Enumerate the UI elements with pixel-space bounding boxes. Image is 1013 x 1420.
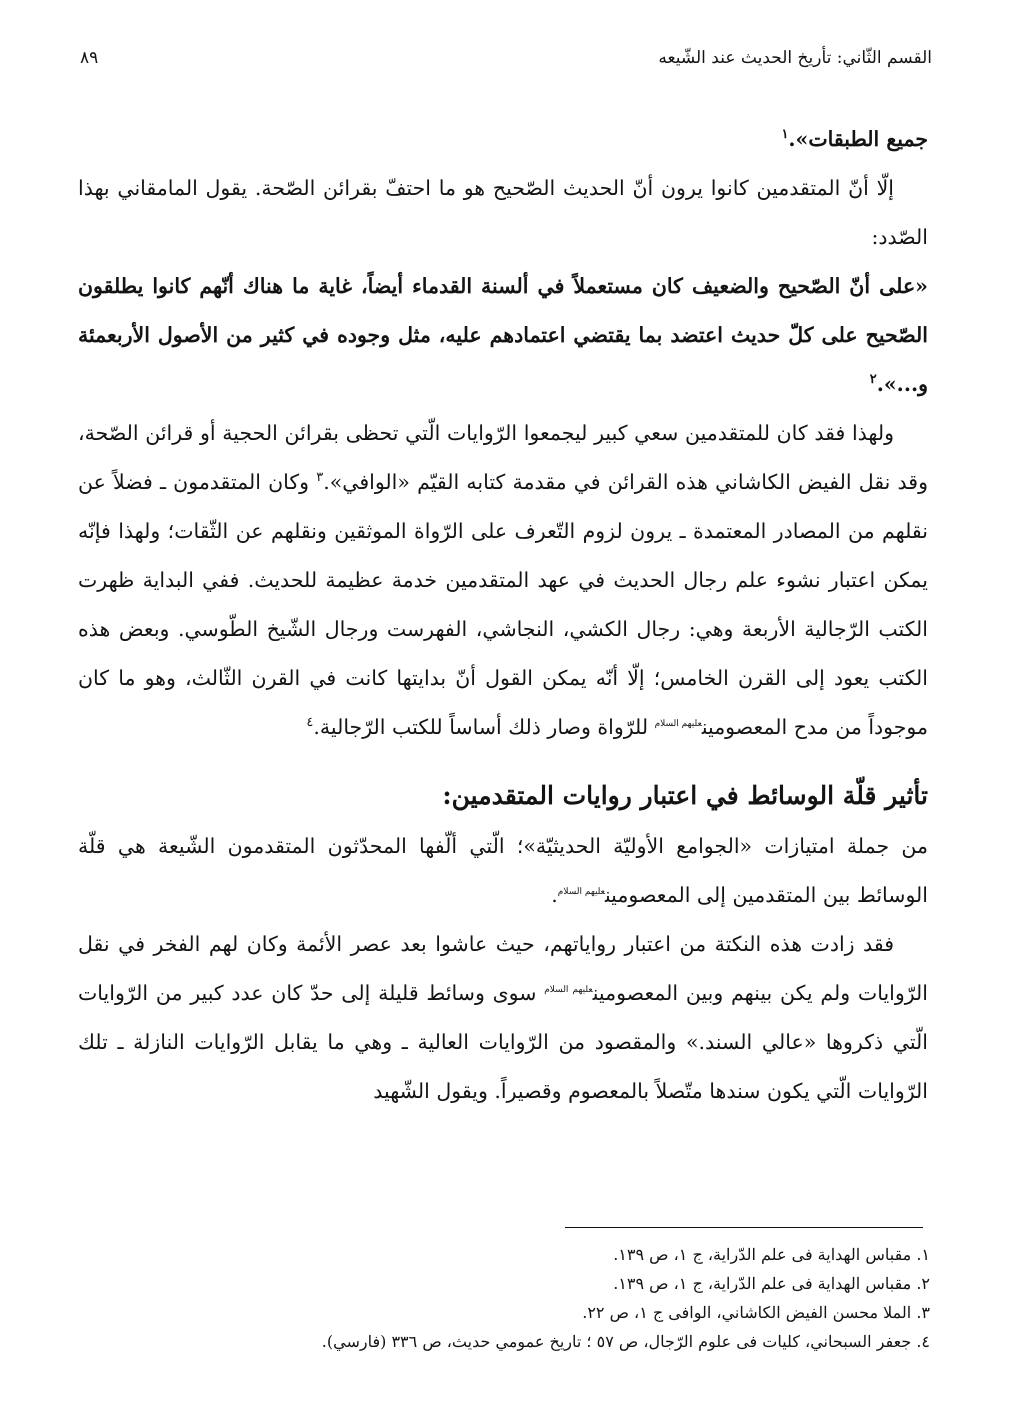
footnote: ٤. جعفر السبحاني، كليات فى علوم الرّجال، ص ٥٧ ؛ تاريخ عمومي حديث، ص ٣٣٦ (فارسي). bbox=[321, 1332, 930, 1351]
footnote: ١. مقباس الهداية فى علم الدّراية، ج ١، ص ١٣٩. bbox=[613, 1245, 930, 1264]
honorific-glyph: عليهم السلام bbox=[544, 985, 593, 996]
footnote-divider bbox=[565, 1227, 923, 1228]
paragraph-text: من جملة امتيازات «الجوامع الأوليّة الحديثيّة»؛ الّتي ألّفها المحدّثون المتقدمون الشّيعة هي قلّة الوسائط بين المتقدمين إلى المعصومين bbox=[78, 834, 928, 907]
paragraph-text: جميع الطبقات». bbox=[788, 127, 928, 151]
footnote-ref: ٢ bbox=[869, 372, 877, 388]
block-quote bbox=[78, 262, 928, 409]
paragraph-text: . bbox=[551, 883, 558, 907]
paragraph bbox=[78, 920, 928, 1116]
paragraph-text: سوى وسائط قليلة إلى حدّ كان عدد كبير من الرّوايات الّتي ذكروها «عالي السند.» والمقصود من الرّوايات العالية ـ وهي ما يقابل الرّوايات النازلة ـ تلك الرّوايات الّتي يكون سندها متّصلاً بالمعصوم وقصيراً. ويقول الشّهيد bbox=[78, 981, 928, 1103]
page-header bbox=[80, 44, 932, 78]
running-title: القسم الثّاني: تأريخ الحديث عند الشّيعه bbox=[658, 48, 932, 68]
footnotes bbox=[80, 1240, 930, 1356]
paragraph-text: للرّواة وصار ذلك أساساً للكتب الرّجالية. bbox=[313, 715, 655, 739]
section-heading: تأثير قلّة الوسائط في اعتبار روايات المتقدمين: bbox=[442, 781, 928, 810]
paragraph-text: ولهذا فقد كان للمتقدمين سعي كبير ليجمعوا الرّوايات الّتي تحظى بقرائن الحجية أو قرائن الصّحة، وقد نقل الفيض الكاشاني هذه القرائن في مقدمة كتابه القيّم «الوافي». bbox=[78, 421, 928, 494]
quote-text: «على أنّ الصّحيح والضعيف كان مستعملاً في ألسنة القدماء أيضاً، غاية ما هناك أنّهم كانوا يطلقون الصّحيح على كلّ حديث اعتضد بما يقتضي اعتمادهم عليه، مثل وجوده في كثير من الأصول الأربعمئة و...». bbox=[78, 274, 928, 396]
paragraph bbox=[78, 822, 928, 920]
paragraph-text: وكان المتقدمون ـ فضلاً عن نقلهم من المصادر المعتمدة ـ يرون لزوم التّعرف على الرّواة الموثقين ونقلهم عن الثّقات؛ ولهذا فإنّه يمكن اعتبار نشوء علم رجال الحديث في عهد المتقدمين خدمة عظيمة للحديث. ففي البداية ظهرت الكتب الرّجالية الأربعة وهي: رجال الكشي، النجاشي، الفهرست ورجال الشّيخ الطّوسي. وبعض هذه الكتب يعود إلى القرن الخامس؛ إلّا أنّه يمكن القول أنّ بدايتها كانت في القرن الثّالث، وهو ما كان موجوداً من مدح المعصومين bbox=[78, 470, 928, 739]
footnote-ref: ٣ bbox=[316, 470, 324, 486]
honorific-glyph: عليهم السلام bbox=[557, 887, 605, 898]
footnote: ٣. الملا محسن الفيض الكاشاني، الوافى ج ١، ص ٢٢. bbox=[582, 1303, 930, 1322]
paragraph-text: فقد زادت هذه النكتة من اعتبار رواياتهم، حيث عاشوا بعد عصر الأئمة وكان لهم الفخر في نقل الرّوايات ولم يكن بينهم وبين المعصومين bbox=[78, 932, 929, 1005]
paragraph-continuation bbox=[78, 115, 928, 164]
footnote: ٢. مقباس الهداية فى علم الدّراية، ج ١، ص ١٣٩. bbox=[613, 1274, 930, 1293]
honorific-glyph: عليهم السلام bbox=[654, 719, 702, 730]
paragraph bbox=[78, 409, 928, 752]
footnote-ref: ١ bbox=[781, 127, 789, 143]
footnote-ref: ٤ bbox=[306, 715, 314, 731]
body-text bbox=[78, 115, 928, 1116]
paragraph: إلّا أنّ المتقدمين كانوا يرون أنّ الحديث الصّحيح هو ما احتفّ بقرائن الصّحة. يقول المامقاني بهذا الصّدد: bbox=[78, 176, 928, 249]
page-number: ٨٩ bbox=[80, 48, 99, 68]
